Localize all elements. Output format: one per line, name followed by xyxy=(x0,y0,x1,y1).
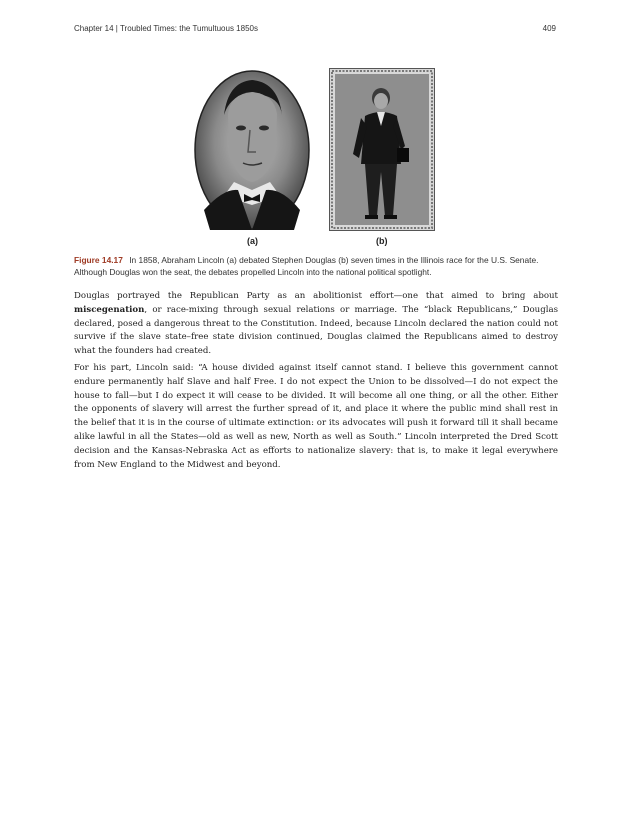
chapter-title: Chapter 14 | Troubled Times: the Tumultuous 1850s xyxy=(74,24,258,33)
paragraph-2-text: For his part, Lincoln said: “A house divided against itself cannot stand. I believe this government cannot endure permanently half Slave and half Free. I do not expect the Union to be dissolved—I do not expect the house to fall—but I do expect it will cease to be divided. It will become all one thing, or all the other. Either the opponents of slavery will arrest the further spread of it, and place it where the public mind shall rest in the belief that it is in the course of ultimate extinction: or its advocates will push it forward till it shall became alike lawful in all the States—old as well as new, North as well as South.” Lincoln interpreted the Dred Scott decision and the Kansas-Nebraska Act as efforts to nationalize slavery: that is, to make it legal everywhere from New England to the Midwest and beyond. xyxy=(74,363,558,470)
paragraph-1 xyxy=(74,290,558,359)
paragraph-1-text-a: Douglas portrayed the Republican Party as an abolitionist effort—one that aimed to bring about xyxy=(74,291,558,301)
figure-sublabel-b: (b) xyxy=(376,236,388,246)
figure-caption xyxy=(74,254,560,278)
figure-sublabel-a: (a) xyxy=(247,236,258,246)
lincoln-portrait-image xyxy=(194,70,310,230)
paragraph-2 xyxy=(74,362,558,472)
douglas-portrait-image xyxy=(329,68,435,231)
key-term: miscegenation xyxy=(74,304,145,315)
paragraph-1-text-b: , or race-mixing through sexual relations or marriage. The “black Republicans,” Douglas declared, posed a dangerous threat to the Constitution. Indeed, because Lincoln declared the nation could not survive if the slave state–free state division continued, Douglas claimed the Republicans aimed to destroy what the founders had created. xyxy=(74,304,558,357)
figure-caption-text: In 1858, Abraham Lincoln (a) debated Stephen Douglas (b) seven times in the Illinois race for the U.S. Senate. Although Douglas won the seat, the debates propelled Lincoln into the national political spotlight. xyxy=(74,255,539,277)
figure-label: Figure 14.17 xyxy=(74,255,123,265)
figure-images xyxy=(0,68,630,233)
page-number: 409 xyxy=(542,24,556,33)
